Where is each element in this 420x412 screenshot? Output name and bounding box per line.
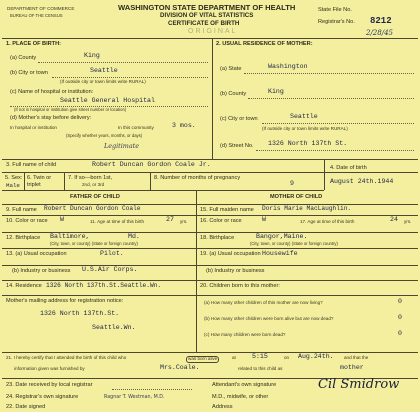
res-county-value: King bbox=[268, 88, 284, 95]
cert-alive-word: was born alive bbox=[188, 356, 218, 361]
mother-color-value: W bbox=[262, 216, 266, 223]
res-city-label: (c) City or town bbox=[220, 116, 258, 122]
cert-related-label: related to this child as bbox=[238, 366, 283, 371]
res-city-value: Seattle bbox=[290, 113, 318, 120]
pob-hospital-value: Seattle General Hospital bbox=[60, 97, 155, 104]
mother-age-label: 17. Age at time of this birth bbox=[300, 219, 355, 224]
attendant-address-label: Address bbox=[212, 404, 233, 410]
father-color-value: W bbox=[60, 216, 64, 223]
res-state-label: (a) State bbox=[220, 66, 242, 72]
dob-value: August 24th.1944 bbox=[330, 178, 394, 185]
registrar-sig-label: 24. Registrar's own signature bbox=[6, 394, 79, 400]
sex-value: Male bbox=[6, 182, 20, 189]
cert-informant: Mrs.Coale. bbox=[160, 364, 200, 371]
father-birthplace-note: (City, town, or county) (State or foreign country) bbox=[50, 241, 138, 246]
mother-birthplace-note: (City, town, or county) (State or foreign country) bbox=[250, 241, 338, 246]
twin-label: 6. Twin or bbox=[27, 175, 52, 181]
registrar-date: 2/28/45 bbox=[366, 29, 393, 37]
mailing-address-line1: 1326 North 137th.St. bbox=[40, 310, 120, 317]
children-stillborn-label: (c) How many children were born dead? bbox=[204, 332, 286, 337]
date-received-label: 23. Date received by local registrar bbox=[6, 382, 93, 388]
father-birthplace-label: 12. Birthplace bbox=[6, 235, 41, 241]
cert-text2: information given was furnished by bbox=[14, 366, 85, 371]
attendant-sig-label: Attendant's own signature bbox=[212, 382, 277, 388]
father-occupation-label: 13. (a) Usual occupation bbox=[6, 251, 67, 257]
father-industry-label: (b) Industry or business bbox=[12, 268, 71, 274]
mother-age-value: 24 bbox=[390, 216, 398, 223]
father-residence-label: 14. Residence bbox=[6, 283, 42, 289]
father-residence-value: 1326 North 137th.St.Seattle.Wn. bbox=[46, 282, 162, 289]
dept-label: DEPARTMENT OF COMMERCE bbox=[7, 6, 75, 11]
registrar-no-label: Registrar's No. bbox=[318, 19, 355, 25]
born-order-label: 7. If so—born 1st, bbox=[68, 175, 113, 181]
sex-label: 5. Sex: bbox=[5, 175, 23, 181]
children-alive-value: 0 bbox=[398, 298, 402, 305]
attendant-signature: Cil Smidrow bbox=[318, 377, 400, 392]
registrar-no: 8212 bbox=[370, 16, 392, 26]
pob-stay-community-label: In this community bbox=[118, 125, 154, 130]
pob-city-label: (b) City or town bbox=[10, 70, 48, 76]
title-certificate: CERTIFICATE OF BIRTH bbox=[168, 20, 240, 27]
triplet-label: triplet bbox=[27, 182, 41, 188]
pob-hospital-label: (c) Name of hospital or institution: bbox=[10, 89, 94, 95]
father-age-unit: yrs. bbox=[180, 219, 188, 224]
children-stillborn-value: 0 bbox=[398, 330, 402, 337]
legitimate-note: Legitimate bbox=[104, 142, 139, 150]
cert-at-label: at bbox=[232, 355, 236, 360]
res-state-value: Washington bbox=[268, 63, 308, 70]
born-order-sub: 2nd, or 3rd bbox=[82, 182, 105, 187]
mother-age-unit: yrs. bbox=[404, 219, 412, 224]
pob-stay-label: (d) Mother's stay before delivery: bbox=[10, 115, 92, 121]
children-heading: 20. Children born to this mother: bbox=[200, 283, 280, 289]
father-birthplace-value: Baltimore, bbox=[50, 233, 90, 240]
res-street-label: (d) Street No. bbox=[220, 143, 254, 149]
dob-label: 4. Date of birth bbox=[330, 165, 367, 171]
mother-industry-label: (b) Industry or business bbox=[206, 268, 265, 274]
cert-text1-end: and that the bbox=[344, 355, 369, 360]
child-name-label: 3. Full name of child bbox=[6, 162, 57, 168]
cert-on-label: on bbox=[284, 355, 290, 360]
cert-date: Aug.24th. bbox=[298, 353, 334, 360]
mother-name-label: 15. Full maiden name bbox=[200, 207, 254, 213]
children-dead-value: 0 bbox=[398, 314, 402, 321]
mother-occupation-value: Housewife bbox=[262, 250, 298, 257]
pob-stay-hospital-label: In hospital or institution bbox=[10, 125, 57, 130]
pregnancy-months-label: 8. Number of months of pregnancy bbox=[154, 175, 241, 181]
mother-color-label: 16. Color or race bbox=[200, 218, 242, 224]
cert-text1: 21. I hereby certify that I attended the birth of this child who bbox=[6, 355, 127, 360]
attendant-title: M.D., midwife, or other bbox=[212, 394, 269, 400]
father-birthplace-state: Md. bbox=[128, 233, 140, 240]
children-dead-label: (b) How many other children were born alive but are now dead? bbox=[204, 316, 334, 321]
original-stamp: ORIGINAL bbox=[188, 28, 238, 35]
father-name-value: Robert Duncan Gordon Coale bbox=[44, 205, 141, 212]
title-division: DIVISION OF VITAL STATISTICS bbox=[160, 12, 254, 19]
children-alive-label: (a) How many other children of this mother are now living? bbox=[204, 300, 323, 305]
child-name-value: Robert Duncan Gordon Coale Jr. bbox=[92, 161, 211, 168]
pob-hospital-note: (If not in hospital or institution give street number or location) bbox=[14, 107, 127, 112]
title-dept-health: WASHINGTON STATE DEPARTMENT OF HEALTH bbox=[118, 3, 296, 12]
registrar-signature: Ragnar T. Westman, M.D. bbox=[104, 395, 165, 400]
res-city-note: (If outside city or town limits write RURAL) bbox=[262, 126, 348, 131]
father-name-label: 9. Full name bbox=[6, 207, 37, 213]
father-industry-value: U.S.Air Corps. bbox=[82, 266, 138, 273]
res-street-value: 1326 North 137th St. bbox=[268, 140, 348, 147]
father-occupation-value: Pilot. bbox=[100, 250, 124, 257]
date-signed-label: 22. Date signed bbox=[6, 404, 46, 410]
bureau-label: BUREAU OF THE CENSUS bbox=[10, 13, 63, 18]
mother-birthplace-value: Bangor,Maine. bbox=[256, 233, 308, 240]
mother-name-value: Doris Marie MacLaughlin. bbox=[262, 205, 352, 212]
mother-heading: MOTHER OF CHILD bbox=[270, 194, 323, 200]
state-file-label: State File No. bbox=[318, 7, 352, 13]
pob-stay-note: (Specify whether years, months, or days) bbox=[66, 133, 143, 138]
mother-occupation-label: 19. (a) Usual occupation bbox=[200, 251, 261, 257]
father-heading: FATHER OF CHILD bbox=[70, 194, 120, 200]
place-of-birth-heading: 1. PLACE OF BIRTH: bbox=[6, 41, 62, 47]
mother-residence-heading: 2. USUAL RESIDENCE OF MOTHER: bbox=[216, 41, 313, 47]
res-county-label: (b) County bbox=[220, 91, 247, 97]
mailing-address-line2: Seattle.Wn. bbox=[92, 324, 136, 331]
cert-time: 5:15 bbox=[252, 353, 268, 360]
father-age-label: 11. Age at time of this birth bbox=[90, 219, 145, 224]
father-color-label: 10. Color or race bbox=[6, 218, 48, 224]
mailing-address-label: Mother's mailing address for registration notice: bbox=[6, 298, 124, 304]
pob-city-note: (If outside city or town limits write RURAL) bbox=[60, 79, 146, 84]
cert-relation: mother bbox=[340, 364, 364, 371]
pob-stay-value: 3 mos. bbox=[172, 122, 196, 129]
mother-birthplace-label: 18. Birthplace bbox=[200, 235, 235, 241]
pregnancy-months-value: 9 bbox=[290, 180, 294, 187]
father-age-value: 27 bbox=[166, 216, 174, 223]
pob-county-value: King bbox=[84, 52, 100, 59]
pob-county-label: (a) County bbox=[10, 55, 37, 61]
pob-city-value: Seattle bbox=[90, 67, 118, 74]
